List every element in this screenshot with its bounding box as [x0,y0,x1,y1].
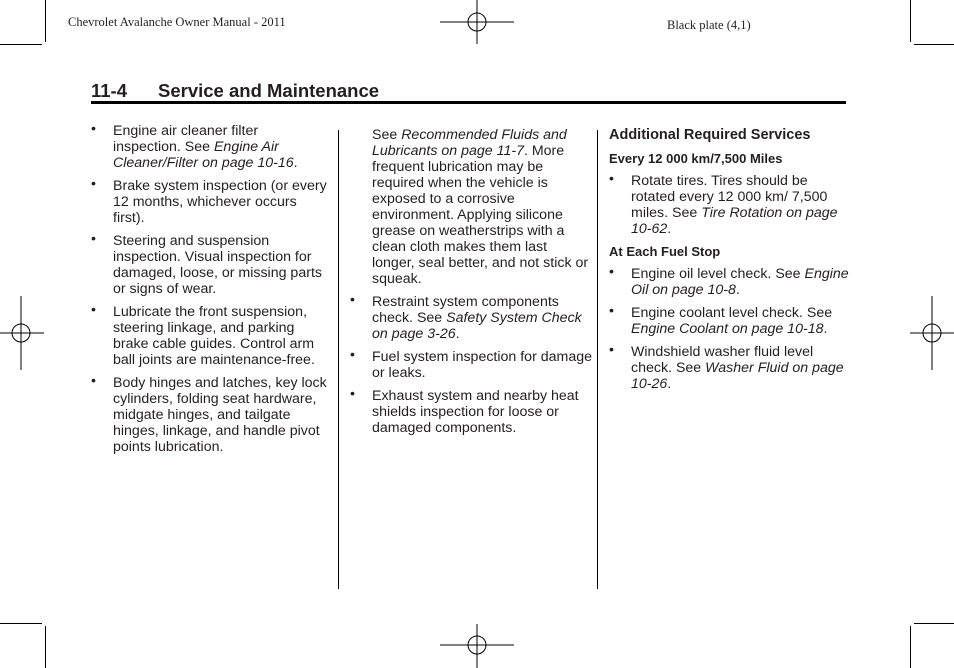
crop-mark [910,0,911,42]
list-item [609,173,849,237]
registration-mark-icon [910,296,954,370]
crop-mark [914,44,954,45]
list-item [350,349,592,381]
list-item [609,344,849,392]
list-item [91,304,327,368]
column-divider [338,130,339,589]
item-text: . [735,282,740,298]
item-text: . [667,376,672,392]
list-item [91,233,327,297]
subheading: Every 12 000 km/7,500 Miles [609,151,783,166]
crop-mark [0,44,42,45]
column-2 [350,127,592,443]
cross-reference-link[interactable]: Engine Coolant on page 10-18 [631,321,824,337]
item-text: Engine coolant level check. See [631,305,833,321]
bullet-icon: • [91,373,96,389]
item-text: . [667,221,672,237]
text: See [372,127,402,143]
bullet-icon: • [91,121,96,137]
manual-title: Chevrolet Avalanche Owner Manual - 2011 [68,15,286,29]
crop-mark [45,0,46,42]
column-1 [91,123,327,462]
crop-mark [0,623,42,624]
subheading: At Each Fuel Stop [609,244,721,259]
list-item [91,123,327,171]
item-text: Exhaust system and nearby heat shields inspection for loose or damaged components. [372,388,579,436]
item-text: . [455,326,460,342]
bullet-icon: • [91,176,96,192]
column-3 [609,127,849,399]
bullet-icon: • [609,264,614,280]
bullet-icon: • [91,302,96,318]
list-item [91,178,327,226]
section-number: 11-4 [91,80,128,101]
item-text: . [823,321,828,337]
item-text: Body hinges and latches, key lock cylinders, folding seat hardware, midgate hinges, and tailgate hinges, linkage, and handle pivot points lubrication. [113,375,327,455]
bullet-icon: • [350,386,355,402]
item-text: Rotate tires. Tires should be rotated every 12 000 km/ 7,500 miles. See [631,173,828,221]
item-text: Fuel system inspection for damage or leaks. [372,349,593,381]
item-text: . [293,155,298,171]
registration-mark-icon [0,296,44,370]
list-item [350,388,592,436]
list-item [609,266,849,298]
item-text: Restraint system components check. See [372,294,559,326]
bullet-icon: • [91,231,96,247]
section-heading: Additional Required Services [609,127,811,143]
item-text: Brake system inspection (or every 12 months, whichever occurs first). [113,178,327,226]
bullet-icon: • [350,347,355,363]
bullet-icon: • [609,342,614,358]
item-text: Engine air cleaner filter inspection. See [113,123,259,155]
list-item [91,375,327,455]
bullet-icon: • [609,171,614,187]
plate-label: Black plate (4,1) [667,18,751,32]
cross-reference-link[interactable]: Tire Rotation on page 10-62 [631,205,838,237]
page-title [91,80,379,102]
registration-mark-icon [440,624,514,668]
cross-reference-link[interactable]: Washer Fluid on page 10-26 [631,360,844,392]
bullet-icon: • [350,292,355,308]
item-text: Engine oil level check. See [631,266,805,282]
continued-paragraph [350,127,592,287]
bullet-icon: • [609,303,614,319]
section-title: Service and Maintenance [158,80,380,101]
title-rule [91,101,846,104]
text: . More frequent lubrication may be required when the vehicle is exposed to a corrosive environment. Applying silicone grease on weatherstrips with a clean cloth makes them last longer, seal better, and not stick or squeak. [372,143,589,287]
item-text: Steering and suspension inspection. Visual inspection for damaged, loose, or missing parts or signs of wear. [113,233,322,297]
crop-mark [910,626,911,668]
crop-mark [45,626,46,668]
cross-reference-link[interactable]: Engine Air Cleaner/Filter on page 10-16 [113,139,294,171]
list-item [350,294,592,342]
item-text: Lubricate the front suspension, steering linkage, and parking brake cable guides. Control arm ball joints are maintenance-free. [113,304,315,368]
column-divider [597,130,598,589]
cross-reference-link[interactable]: Safety System Check on page 3-26 [372,310,582,342]
list-item [609,305,849,337]
cross-reference-link[interactable]: Recommended Fluids and Lubricants on page 11-7 [372,127,567,159]
item-text: Windshield washer fluid level check. See [631,344,814,376]
cross-reference-link[interactable]: Engine Oil on page 10-8 [631,266,849,298]
registration-mark-icon [440,0,514,44]
crop-mark [914,623,954,624]
